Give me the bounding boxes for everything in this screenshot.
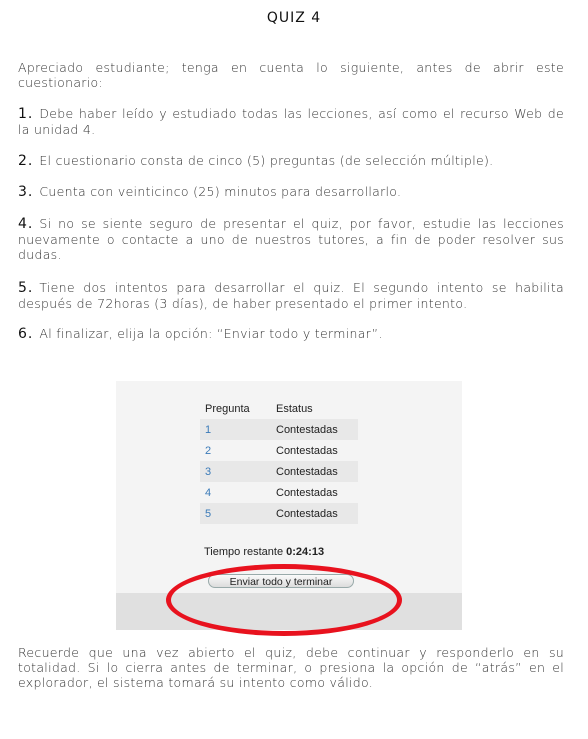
item-number: 3. [18, 184, 34, 200]
status-cell: Contestadas [276, 444, 338, 457]
instruction-item [18, 280, 564, 311]
table-row [200, 440, 358, 461]
status-cell: Contestadas [271, 461, 358, 482]
table-row [200, 503, 358, 524]
item-text: Al finalizar, elija la opción: “Enviar todo y terminar”. [39, 326, 383, 341]
instruction-item [18, 184, 564, 200]
item-text: Si no se siente seguro de presentar el quiz, por favor, estudie las lecciones nuevamente o contacte a uno de nuestros tutores, a fin de poder resolver sus dudas. [18, 216, 564, 262]
table-row [200, 419, 358, 440]
table-row [200, 461, 358, 482]
status-cell: Contestadas [271, 419, 358, 440]
question-link-2[interactable]: 2 [205, 444, 212, 457]
question-link-5[interactable]: 5 [205, 507, 212, 520]
quiz-navigation-table [200, 399, 358, 524]
question-link-1[interactable]: 1 [205, 423, 212, 436]
timer-value: 0:24:13 [286, 546, 325, 558]
footer-note: Recuerde que una vez abierto el quiz, debe continuar y responderlo en su totalidad. Si lo cierra antes de terminar, o presiona la opción de “atrás” en el explorador, el sistema tomará su intento como válido. [18, 645, 564, 690]
instruction-item [18, 326, 564, 342]
status-cell: Contestadas [271, 503, 358, 524]
time-remaining [204, 546, 324, 558]
item-text: Tiene dos intentos para desarrollar el quiz. El segundo intento se habilita después de 72horas (3 días), de haber presentado el primer intento. [18, 280, 564, 311]
column-header-status: Estatus [276, 403, 313, 415]
item-number: 2. [18, 153, 34, 169]
question-link-3[interactable]: 3 [205, 465, 212, 478]
timer-label: Tiempo restante [204, 546, 284, 558]
item-number: 1. [18, 106, 34, 122]
item-number: 6. [18, 326, 34, 342]
table-row [200, 482, 358, 503]
item-number: 4. [18, 216, 34, 232]
question-link-4[interactable]: 4 [205, 486, 212, 499]
intro-text: Apreciado estudiante; tenga en cuenta lo siguiente, antes de abrir este cuestionario: [18, 60, 564, 90]
instruction-item [18, 216, 564, 262]
highlight-circle [166, 564, 402, 636]
item-text: Debe haber leído y estudiado todas las lecciones, así como el recurso Web de la unidad 4. [18, 106, 564, 137]
item-number: 5. [18, 280, 34, 296]
instruction-item [18, 153, 564, 169]
item-text: Cuenta con veinticinco (25) minutos para desarrollarlo. [39, 184, 402, 199]
page-title: QUIZ 4 [266, 10, 322, 26]
submit-all-button[interactable]: Enviar todo y terminar [208, 574, 354, 588]
column-header-question: Pregunta [205, 403, 250, 415]
status-cell: Contestadas [276, 486, 338, 499]
item-text: El cuestionario consta de cinco (5) preguntas (de selección múltiple). [39, 153, 494, 168]
instruction-item [18, 106, 564, 137]
